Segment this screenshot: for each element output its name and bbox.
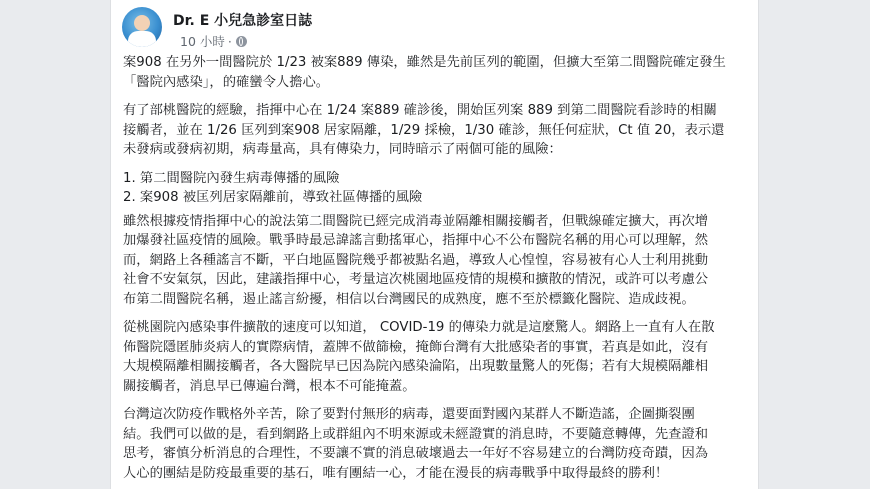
post-body [123, 53, 749, 489]
post-paragraph [123, 53, 749, 92]
globe-icon[interactable] [236, 36, 247, 47]
risk-list [123, 169, 749, 208]
paragraph-line: 未發病或發病初期，病毒量高，具有傳染力，同時暗示了兩個可能的風險： [123, 142, 562, 157]
paragraph-line: 而，網路上各種謠言不斷，平白地區醫院幾乎都被點名過，導致人心惶惶，容易被有心人士利用挑動 [123, 252, 709, 268]
post-paragraph [123, 101, 749, 160]
post-paragraph [123, 405, 749, 483]
paragraph-line: 結。我們可以做的是，看到網路上或群組內不明來源或未經證實的消息時，不要隨意轉傳，先查證和 [123, 426, 709, 442]
meta-separator: · [227, 33, 232, 49]
paragraph-line: 加爆發社區疫情的風險。戰爭時最忌諱謠言動搖軍心，指揮中心不公布醫院名稱的用心可以理解，然 [123, 233, 709, 248]
paragraph-line: 「醫院內感染」，的確蠻令人擔心。 [123, 74, 330, 90]
page-background-right [759, 0, 870, 489]
post-header [122, 7, 742, 49]
paragraph-line: 關接觸者，消息早已傳遍台灣，根本不可能掩蓋。 [123, 378, 416, 394]
risk-list-item: 1. 第二間醫院內發生病毒傳播的風險 [123, 170, 340, 186]
post-paragraph [123, 212, 749, 310]
paragraph-line: 思考，審慎分析消息的合理性，不要讓不實的消息破壞過去一年好不容易建立的台灣防疫奇蹟，因為 [123, 446, 709, 461]
paragraph-line: 有了部桃醫院的經驗，指揮中心在 1/24 案889 確診後，開始匡列案 889 到第二間醫院看診時的相關 [123, 103, 717, 118]
post-paragraph [123, 318, 749, 396]
post-meta [180, 32, 247, 50]
risk-list-item: 2. 案908 被匡列居家隔離前，導致社區傳播的風險 [123, 190, 423, 205]
paragraph-line: 雖然根據疫情指揮中心的說法第二間醫院已經完成消毒並隔離相關接觸者，但戰線確定擴大，再次增 [123, 213, 709, 229]
paragraph-line: 從桃園院內感染事件擴散的速度可以知道， COVID-19 的傳染力就是這麼驚人。網路上一直有人在散 [123, 320, 715, 335]
paragraph-line: 人心的團結是防疫最重要的基石，唯有團結一心，才能在漫長的病毒戰爭中取得最終的勝利！ [123, 465, 669, 481]
paragraph-line: 社會不安氣氛，因此，建議指揮中心，考量這次桃園地區疫情的規模和擴散的情況，或許可以考慮公 [123, 272, 709, 287]
avatar-face [134, 15, 150, 31]
paragraph-line: 接觸者，並在 1/26 匡列到案908 居家隔離，1/29 採檢，1/30 確診，無任何症狀，Ct 值 20，表示還 [123, 122, 725, 138]
post-timestamp[interactable]: 10 小時 [180, 34, 225, 49]
avatar[interactable] [122, 7, 162, 47]
paragraph-line: 佈醫院隱匿肺炎病人的實際病情，蓋牌不做篩檢，掩飾台灣有大批感染者的事實，若真是如此，沒有 [123, 339, 709, 355]
author-name[interactable]: Dr. E 小兒急診室日誌 [173, 13, 313, 29]
post-card [110, 0, 759, 489]
paragraph-line: 布第二間醫院名稱，遏止謠言紛擾，相信以台灣國民的成熟度，應不至於標籤化醫院、造成歧視。 [123, 291, 695, 307]
page-background-left [0, 0, 110, 489]
paragraph-line: 案908 在另外一間醫院於 1/23 被案889 傳染，雖然是先前匡列的範圍，但擴大至第二間醫院確定發生 [123, 55, 726, 70]
avatar-coat [128, 31, 156, 47]
paragraph-line: 台灣這次防疫作戰格外辛苦，除了要對付無形的病毒，還要面對國內某群人不斷造謠，企圖撕裂團 [123, 407, 695, 422]
paragraph-line: 大規模隔離相關接觸者，各大醫院早已因為院內感染淪陷，出現數量驚人的死傷；若有大規模隔離相 [123, 359, 709, 374]
